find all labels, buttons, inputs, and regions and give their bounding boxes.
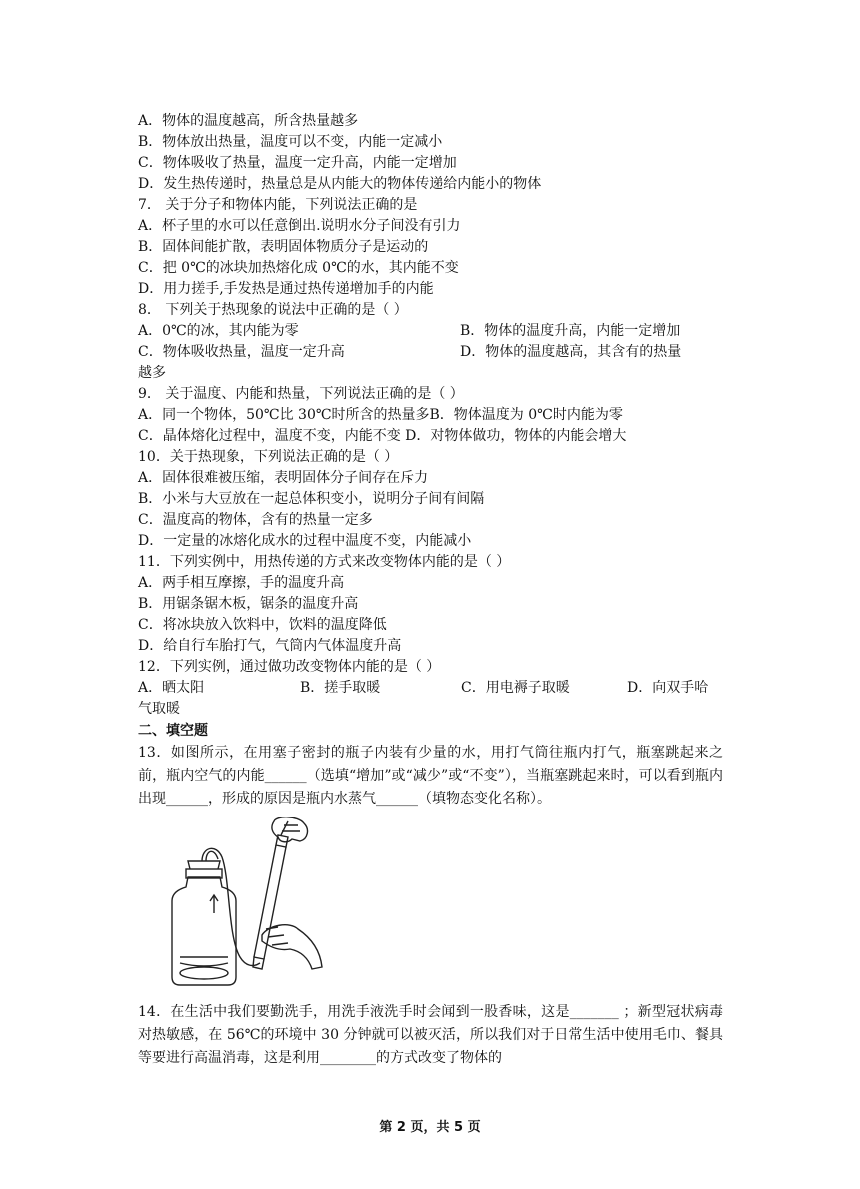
- q10-option-a: A．固体很难被压缩，表明固体分子间存在斥力: [138, 470, 429, 486]
- q11-option-c: C．将冰块放入饮料中，饮料的温度降低: [138, 617, 387, 633]
- q12-option-d-continued: 气取暖: [138, 701, 180, 717]
- section-heading-fill-in: 二、填空题: [138, 723, 208, 739]
- q8-option-a: A．0℃的冰，其内能为零: [138, 323, 299, 339]
- q10-stem: 10．关于热现象，下列说法正确的是（ ）: [138, 449, 399, 465]
- q10-option-d: D．一定量的冰熔化成水的过程中温度不变，内能减小: [138, 533, 472, 549]
- q8-options-cd: [138, 342, 723, 363]
- q11-option-a: A．两手相互摩擦，手的温度升高: [138, 575, 345, 591]
- q12-options: [138, 678, 723, 699]
- q8-option-d: D．物体的温度越高，其含有的热量: [460, 344, 682, 360]
- q7-option-d: D．用力搓手,手发热是通过热传递增加手的内能: [138, 281, 434, 297]
- q13-text: 13．如图所示，在用塞子密封的瓶子内装有少量的水，用打气筒往瓶内打气，瓶塞跳起来之前，瓶内空气的内能______（选填“增加”或“减少”或“不变”），当瓶塞跳起来时，可以看到瓶内出现______，形成的原因是瓶内水蒸气______（填物态变化名称）。: [138, 745, 723, 807]
- q11-option-d: D．给自行车胎打气，气筒内气体温度升高: [138, 638, 402, 654]
- q9-options-cd: C．晶体熔化过程中，温度不变，内能不变 D．对物体做功，物体的内能会增大: [138, 428, 627, 444]
- q8-stem: 8． 下列关于热现象的说法中正确的是（ ）: [138, 302, 408, 318]
- q6-option-a: A．物体的温度越高，所含热量越多: [138, 113, 359, 129]
- q8-option-d-continued: 越多: [138, 365, 166, 381]
- q6-option-d: D．发生热传递时，热量总是从内能大的物体传递给内能小的物体: [138, 176, 542, 192]
- q7-option-c: C．把 0℃的冰块加热熔化成 0℃的水，其内能不变: [138, 260, 459, 276]
- q9-stem: 9． 关于温度、内能和热量，下列说法正确的是（ ）: [138, 386, 464, 402]
- q12-option-d: D．向双手哈: [627, 680, 709, 696]
- q10-option-b: B．小米与大豆放在一起总体积变小，说明分子间有间隔: [138, 491, 485, 507]
- q12-stem: 12．下列实例，通过做功改变物体内能的是（ ）: [138, 659, 441, 675]
- q10-option-c: C．温度高的物体，含有的热量一定多: [138, 512, 373, 528]
- q11-option-b: B．用锯条锯木板，锯条的温度升高: [138, 596, 359, 612]
- q8-option-c: C．物体吸收热量，温度一定升高: [138, 344, 345, 360]
- q12-option-a: A．晒太阳: [138, 680, 205, 696]
- page-footer: 第 2 页，共 5 页: [379, 1120, 481, 1135]
- q11-stem: 11．下列实例中，用热传递的方式来改变物体内能的是（ ）: [138, 554, 511, 570]
- q8-options-ab: [138, 321, 723, 342]
- q12-option-c: C．用电褥子取暖: [461, 680, 570, 696]
- q7-stem: 7． 关于分子和物体内能，下列说法正确的是: [138, 197, 418, 213]
- q7-option-a: A．杯子里的水可以任意倒出.说明水分子间没有引力: [138, 218, 461, 234]
- page-content: [138, 111, 723, 1070]
- bottle-pump-figure: [150, 817, 365, 997]
- q6-option-c: C．物体吸收了热量，温度一定升高，内能一定增加: [138, 155, 457, 171]
- bottle-pump-illustration: [150, 817, 365, 997]
- q6-option-b: B．物体放出热量，温度可以不变，内能一定减小: [138, 134, 443, 150]
- q8-option-b: B．物体的温度升高，内能一定增加: [460, 323, 681, 339]
- q12-option-b: B．搓手取暖: [300, 680, 381, 696]
- q9-options-ab: A．同一个物体，50℃比 30℃时所含的热量多B．物体温度为 0℃时内能为零: [138, 407, 623, 423]
- q7-option-b: B．固体间能扩散，表明固体物质分子是运动的: [138, 239, 429, 255]
- q14-text: 14．在生活中我们要勤洗手，用洗手液洗手时会闻到一股香味，这是_______ ；新型冠状病毒对热敏感，在 56℃的环境中 30 分钟就可以被灭活，所以我们对于日常生活中使用毛巾、餐具等要进行高温消毒，这是利用________的方式改变了物体的: [138, 1004, 723, 1066]
